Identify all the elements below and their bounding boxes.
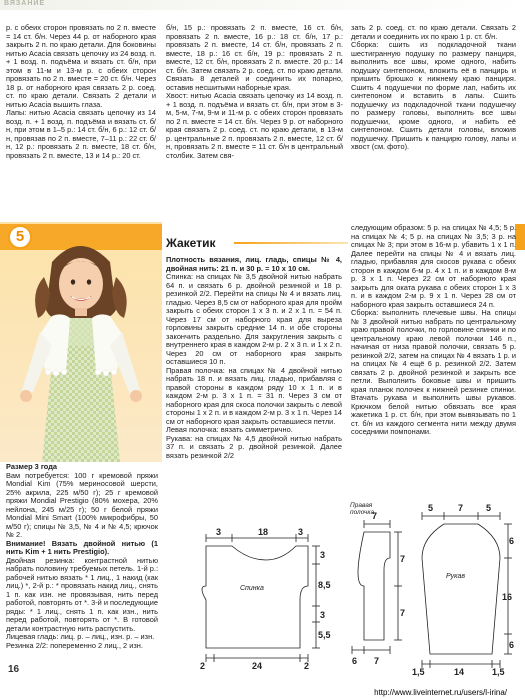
col2-para-2: Хвост: нитью Acacia связать цепочку из 14 возд. п. + 1 возд. п. подъёма и вязать ст. б/н, при этом в 3-м, 5-м, 7-м, 9-м и 11-м р. с обеих сторон провязать по 2 п. вместе = 14 ст. б/н. Через 9 р. от наборного края связать 2 р. соед. ст. по краю детали, в 13-м р. центральные 2 п. провязать 2 п. вместе, 12 ст. б/н, провязать 2 п. вместе = 11 ст. б/н в центральный столбик. Затем свя- (166, 91, 343, 160)
footer-url[interactable]: http://www.liveinternet.ru/users/l-irina/ (374, 688, 507, 697)
header-brand: ВЯЗАНИЕ (4, 0, 46, 7)
col3-para-1: зать 2 р. соед. ст. по краю детали. Связать 2 детали и соединить их по краю 1 р. ст. б/н. (351, 23, 516, 41)
sleeve-top-dim-2: 7 (458, 503, 464, 513)
section-title: Жакетик (166, 236, 216, 250)
right-front-para: Правая полочка: на спицах № 4 двойной нитью набрать 18 п. и вязать лиц. гладью, прибавляя с правой стороны в каждом ряду 10 х 1 п. и в каждом 2-м р. 3 х 1 п. = 31 п. Через 3 см от наборного края для скоса полочки закрыть с левой стороны 1 х 2 п. и в каждом 2-м р. 3 х 1 п. Через 14 см от наборного края закрыть оставшиеся петли. (166, 365, 342, 426)
right-accent-strip (515, 224, 525, 250)
back-diagram-label: Спинка (240, 585, 264, 592)
sleeve-side-dim-3: 6 (509, 640, 515, 650)
col2-para-1: б/н, 15 р.: провязать 2 п. вместе, 16 ст. б/н, провязать 2 п. вместе, 16 р.: 18 ст. б/н, 17 р.: провязать 2 п. вместе, 14 ст. б/н, провязать 2 п. вместе, 18 р.: 16 ст. б/н, 19 р.: провязать 2 п. вместе, 12 ст. б/н, провязать 2 п. вместе. 20 р.: 14 ст. б/н. Затем связать 2 р. соед. ст. по краю детали. Связать 8 деталей и соединить их попарно, оставив несшитыми наборные края. (166, 23, 343, 92)
sleeve-bottom-dim-3: 1,5 (492, 667, 505, 677)
materials-column (6, 463, 158, 650)
back-para: Спинка: на спицах № 3,5 двойной нитью набрать 64 п. и связать 6 р. двойной резинкой и 18 р. резинкой 2/2. Перейти на спицы № 4 и вязать лиц. гладью. Через 8,5 см от наборного края для пройм закрыть с обеих сторон 1 х 3 п. и 2 х 1 п. = 54 п. Через 17 см от наборного края для выреза горловины закрыть средние 14 п. и обе стороны закончить раздельно. Для закругления закрыть с внутреннего края в каждом 2-м р. 2 х 3 п. и 1 х 2 п. Через 20 см от наборного края закрыть оставшиеся 10 п. (166, 272, 342, 366)
front-side-dim-1: 7 (400, 554, 406, 564)
title-divider (234, 242, 348, 244)
instructions-column-2 (351, 224, 516, 437)
sleeve-side-dim-2: 16 (502, 592, 513, 602)
sleeve-pattern-diagram (408, 504, 516, 676)
back-bottom-dim-2: 24 (252, 661, 263, 671)
sleeves-cont-para: следующим образом: 5 р. на спицах № 4,5; 5 р. на спицах № 4; 5 р. на спицах № 3,5; 3 р. на спицах № 3; при этом в 16-м р. убавить 1 х 1 п. Далее перейти на спицы № 4 и вязать лиц. гладью, прибавляя для скосов рукава с обеих сторон в каждом 6-м р. 4 х 1 п. и в каждом 8-м р. 3 х 1 п. Через 22 см от наборного края закрыть для оката рукава с обеих сторон 1 х 3 п. и в каждом 2-м р. 9 х 1 п. Через 28 см от наборного края закрыть оставшиеся 24 п. (351, 223, 516, 309)
gauge-para: Плотность вязания, лиц. гладь, спицы № 4, двойная нить: 21 п. и 30 р. = 10 х 10 см. (166, 255, 342, 273)
back-bottom-dim-3: 2 (304, 661, 310, 671)
front-bottom-dim-2: 7 (374, 656, 380, 666)
back-pattern-diagram (196, 527, 331, 671)
double-rib-para: Двойная резинка: контрастной нитью набрать половину требуемых петель. 1-й р.: рабочей нитью вязать * 1 лиц., 1 накид (как лиц.) *, 2-й р.: * провязать накид лиц., снять 1 п. как изн. не провязывая, нить перед работой, повторять от *. 3-й и последующие ряды: * 1 лиц., снять 1 п. как изн., нить перед работой, повторять от *. В готовой детали контрастную нить распустить. (6, 555, 158, 633)
left-front-para: Левая полочка: вязать симметрично. (166, 425, 293, 434)
attention-para: Внимание! Вязать двойной нитью (1 нить Kim + 1 нить Prestigio). (6, 538, 158, 556)
col1-para-1: р. с обеих сторон провязать по 2 п. вместе = 14 ст. б/н. Через 44 р. от наборного края закрыть 2 п. по краю детали. Для боковины нитью Acacia связать цепочку из 24 возд. п. + 1 возд. п. подъёма и вязать ст. б/н, при этом в 11-м и 13-м р. с обеих сторон провязать по 2 п. вместе = 20 ст. б/н. Через 18 р. от наборного края связать 2 р. соед. ст. по краю детали. Связать 2 детали и нитью Acacia вышить глаза. (6, 23, 156, 109)
front-diagram-label-2: полочка (350, 509, 375, 516)
back-side-dim-2: 8,5 (318, 580, 331, 590)
column-2-text (166, 24, 343, 160)
back-top-dim-3: 3 (298, 527, 304, 537)
section-number-badge: 5 (8, 225, 32, 249)
assembly-para: Сборка: выполнить плечевые швы. На спицы № 3 двойной нитью набрать по центральному краю правой полочки, по горловине спинки и по центральному краю левой полочки 146 п., начиная от низа правой полочки, связать 5 р. резинкой 2/2, затем на спицах № 4 вязать 1 р. и на спицах № 4 ещё 6 р. резинкой 2/2. Затем связать 2 р. двойной резинкой и закрыть все петли. Выполнить боковые швы и пришить края планок полочек к нижней резинке спинки. Втачать рукава и выполнить швы рукавов. Крючком белой нитью обвязать все края жакетика 1 р. ст. б/н, при этом вывязывать по 1 ст. б/н из каждого сегмента нити между двумя соседними помпонами. (351, 308, 516, 436)
model-photo (0, 222, 162, 462)
column-3-text (351, 24, 516, 152)
header-band (0, 0, 525, 10)
front-bottom-dim-1: 6 (352, 656, 358, 666)
column-1-text (6, 24, 156, 160)
right-front-pattern-diagram (344, 500, 406, 670)
col1-para-2: Лапы: нитью Acacia связать цепочку из 14 возд. п. + 1 возд. п. подъёма и вязать ст. б/н, при этом в 1–5 р.: 14 ст. б/н, 6 р.: 12 ст. б/н, провязав по 2 п. вместе, 7–11 р.: 22 ст. б/н, 12 р.: провязать 2 п. вместе, 18 ст. б/н, провязать 2 п. вместе, 13 и 14 р.: 20 ст. (6, 108, 156, 160)
back-side-dim-1: 3 (320, 550, 326, 560)
sleeve-bottom-dim-1: 1,5 (412, 667, 425, 677)
materials-para: Вам потребуется: 100 г кремовой пряжи Mondial Kim (75% мериносовой шерсти, 25% акрила, 225 м/50 г); 25 г кремовой пряжи Mondial Prestigio (80% мохера, 20% нейлона, 245 м/25 г); 50 г белой пряжи Mondial Mini Smart (100% микрофибры, 50 м/50 г); спицы № 3,5, № 4 и № 4,5; крючок № 2. (6, 470, 158, 539)
front-side-dim-2: 7 (400, 608, 406, 618)
rib-2-2-para: Резинка 2/2: попеременно 2 лиц., 2 изн. (6, 640, 143, 650)
instructions-column-1 (166, 256, 342, 460)
back-side-dim-4: 5,5 (318, 630, 331, 640)
girl-in-jacket-illustration (0, 222, 162, 462)
size-line: Размер 3 года (6, 462, 58, 471)
back-side-dim-3: 3 (320, 610, 326, 620)
front-diagram-label-1: Правая (350, 502, 373, 509)
sleeve-diagram-label: Рукав (446, 573, 466, 580)
sleeve-side-dim-1: 6 (509, 536, 515, 546)
col3-para-2: Сборка: сшить из подкладочной ткани шестигранную подушку по размеру панциря, выполнить все швы, кроме одного, набить подушку синтепоном, вложить её в панцирь и пришить брюшко к нижнему краю панциря. Сшить 4 подушечки по форме лап, набить их синтепоном и вставить в лапы. Сшить подушечку из подкладочной ткани подушечку по размеру головы, выполнить все швы подушечки, кроме одного, и набить её синтепоном. Сшить детали головы, вложив подушечку. Пришить к панцирю голову, лапы и хвост (см. фото). (351, 40, 516, 151)
sleeves-para: Рукава: на спицах № 4,5 двойной нитью набрать 37 п. и связать 2 р. двойной резинкой. Далее вязать резинкой 2/2 (166, 433, 342, 460)
back-bottom-dim-1: 2 (200, 661, 206, 671)
page-number: 16 (8, 664, 20, 675)
stockinette-para: Лицевая гладь: лиц. р. – лиц., изн. р. – изн. (6, 632, 155, 641)
back-top-dim-2: 18 (258, 527, 269, 537)
sleeve-bottom-dim-2: 14 (454, 667, 465, 677)
sleeve-top-dim-3: 5 (486, 503, 492, 513)
sleeve-top-dim-1: 5 (428, 503, 434, 513)
back-top-dim-1: 3 (216, 527, 222, 537)
front-top-dim: 7 (372, 511, 378, 521)
section-title-row (166, 236, 348, 250)
